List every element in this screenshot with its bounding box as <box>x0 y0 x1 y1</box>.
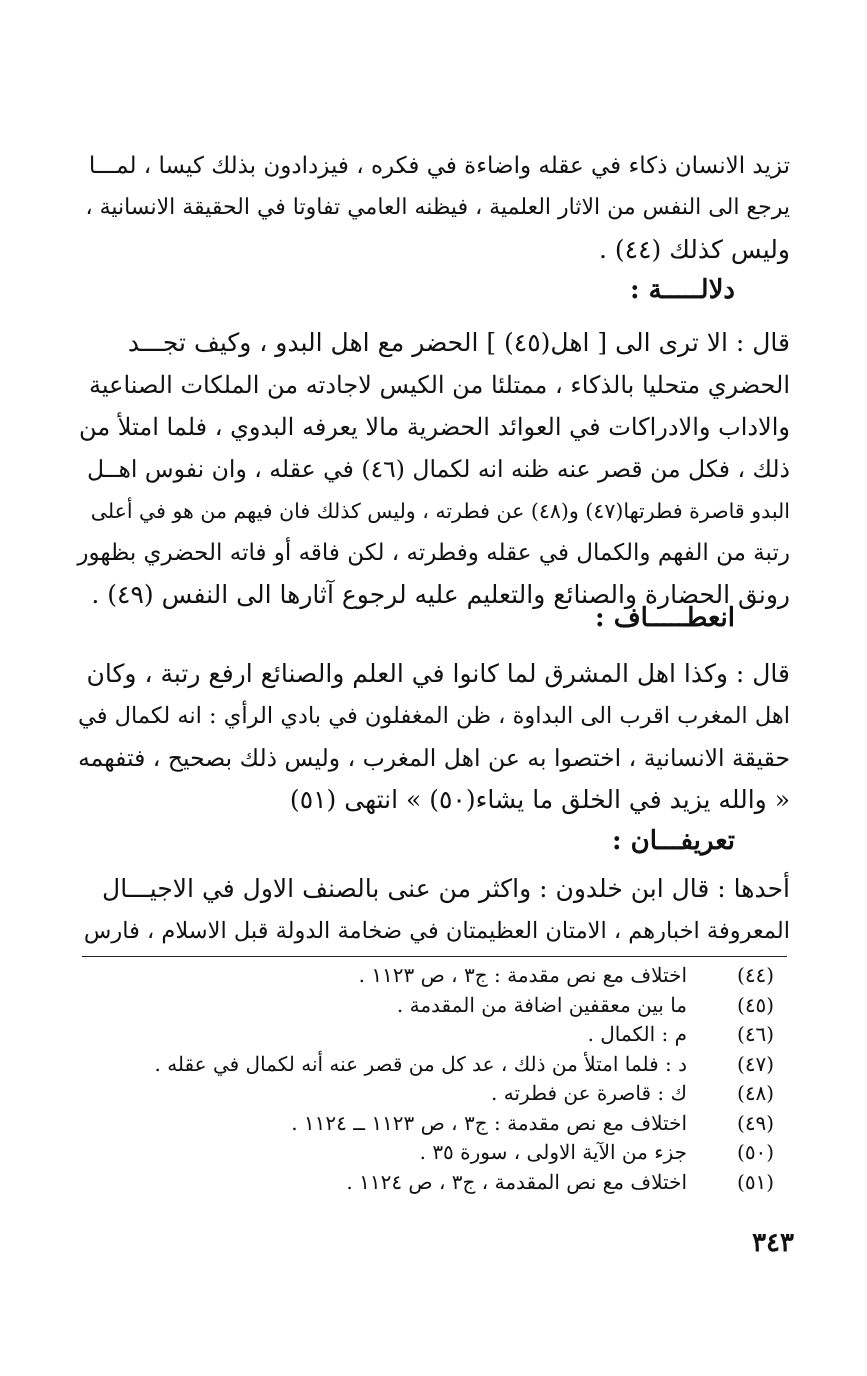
footnote-text: اختلاف مع نص المقدمة ، ج٣ ، ص ١١٢٤ . <box>346 1169 687 1194</box>
paragraph-line: « والله يزيد في الخلق ما يشاء(٥٠) » انتهى (٥١) <box>289 785 790 814</box>
footnote-item <box>82 993 787 1023</box>
paragraph-2 <box>75 322 790 616</box>
paragraph-line: وليس كذلك (٤٤) . <box>599 235 790 264</box>
paragraph-line: الحضري متحليا بالذكاء ، ممتلئا من الكيس لاجادته من الملكات الصناعية <box>89 371 790 399</box>
paragraph-line: اهل المغرب اقرب الى البداوة ، ظن المغفلون في بادي الرأي : انه لكمال في <box>78 703 790 729</box>
paragraph-line: قال : وكذا اهل المشرق لما كانوا في العلم والصنائع ارفع رتبة ، وكان <box>86 659 790 688</box>
footnote-text: ما بين معقفين اضافة من المقدمة . <box>396 992 687 1017</box>
paragraph-line: يرجع الى النفس من الاثار العلمية ، فيظنه العامي تفاوتا في الحقيقة الانسانية ، <box>85 195 790 220</box>
footnote-number: (٥٠) <box>737 1140 775 1164</box>
footnote-text: م : الكمال . <box>587 1022 687 1046</box>
footnotes <box>82 963 787 1199</box>
footnote-item <box>82 963 787 993</box>
paragraph-line: قال : الا ترى الى [ اهل(٤٥) ] الحضر مع اهل البدو ، وكيف تجـــد <box>127 328 790 357</box>
footnote-number: (٤٦) <box>737 1022 775 1046</box>
section-heading-inetaf: انعطـــــاف : <box>595 603 735 633</box>
paragraph-4 <box>75 868 790 952</box>
footnote-number: (٤٤) <box>737 963 775 987</box>
paragraph-line: والاداب والادراكات في العوائد الحضرية مالا يعرفه البدوي ، فلما امتلأ من <box>79 413 790 441</box>
footnote-text: ك : قاصرة عن فطرته . <box>491 1081 687 1105</box>
footnote-text: اختلاف مع نص مقدمة : ج٣ ، ص ١١٢٣ . <box>358 963 687 987</box>
paragraph-line: ذلك ، فكل من قصر عنه ظنه انه لكمال (٤٦) في عقله ، وان نفوس اهــل <box>86 455 790 483</box>
paragraph-line: أحدها : قال ابن خلدون : واكثر من عنى بالصنف الاول في الاجيـــال <box>102 874 790 903</box>
footnote-item <box>82 1081 787 1111</box>
footnote-divider <box>82 956 787 957</box>
page-number: ٣٤٣ <box>752 1228 794 1258</box>
section-heading-dalala: دلالـــــة : <box>629 275 735 305</box>
paragraph-line: رتبة من الفهم والكمال في عقله وفطرته ، لكن فاقه أو فاته الحضري بظهور <box>77 540 790 566</box>
footnote-number: (٥١) <box>737 1169 775 1194</box>
footnote-number: (٤٥) <box>737 992 775 1017</box>
footnote-item <box>82 1111 787 1141</box>
footnote-item <box>82 1052 787 1082</box>
paragraph-1 <box>75 145 790 271</box>
paragraph-line: حقيقة الانسانية ، اختصوا به عن اهل المغرب ، وليس ذلك بصحيح ، فتفهمه <box>78 744 790 772</box>
footnote-number: (٤٧) <box>737 1051 775 1076</box>
footnote-item <box>82 1170 787 1200</box>
footnote-number: (٤٨) <box>737 1081 775 1105</box>
footnote-text: د : فلما امتلأ من ذلك ، عد كل من قصر عنه أنه لكمال في عقله . <box>154 1051 687 1076</box>
footnote-item <box>82 1022 787 1052</box>
paragraph-line: تزيد الانسان ذكاء في عقله واضاءة في فكره ، فيزدادون بذلك كيسا ، لمـــا <box>88 153 790 179</box>
footnote-item <box>82 1140 787 1170</box>
paragraph-line: البدو قاصرة فطرتها(٤٧) و(٤٨) عن فطرته ، وليس كذلك فان فيهم من هو في أعلى <box>90 499 790 523</box>
paragraph-3 <box>75 653 790 821</box>
paragraph-line: المعروفة اخبارهم ، الامتان العظيمتان في ضخامة الدولة قبل الاسلام ، فارس <box>83 918 790 944</box>
section-heading-tarifan: تعريفـــان : <box>611 826 735 856</box>
paragraph-line: رونق الحضارة والصنائع والتعليم عليه لرجوع آثارها الى النفس (٤٩) . <box>91 580 790 609</box>
footnote-number: (٤٩) <box>737 1110 775 1135</box>
footnote-text: اختلاف مع نص مقدمة : ج٣ ، ص ١١٢٣ ــ ١١٢٤ . <box>291 1110 687 1135</box>
footnote-text: جزء من الآية الاولى ، سورة ٣٥ . <box>419 1140 687 1164</box>
